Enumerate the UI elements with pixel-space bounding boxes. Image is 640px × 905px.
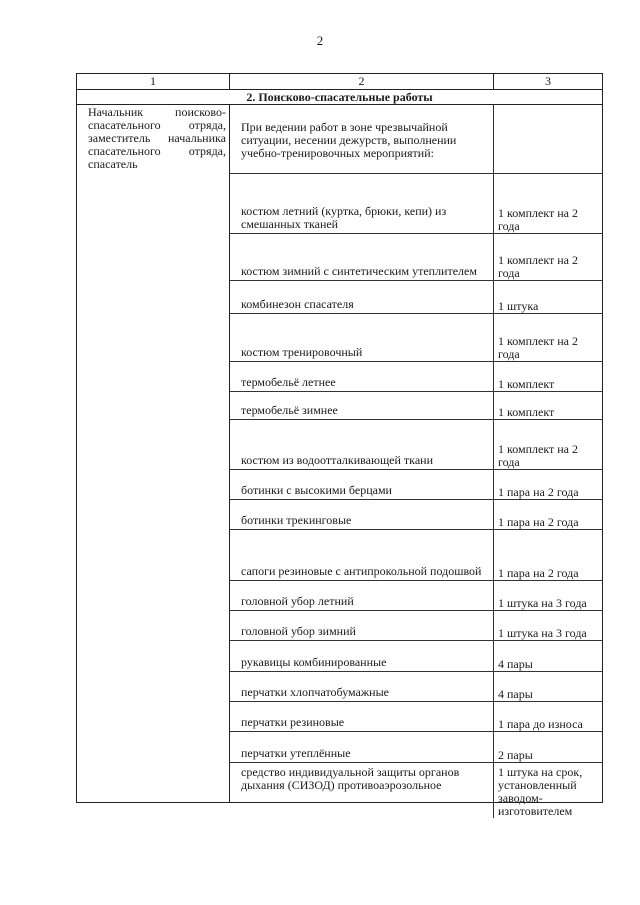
positions-cell: Начальник поисково-спасательного отряда, заместитель начальника спасательного отряда, спасатель xyxy=(77,105,230,802)
table-row xyxy=(230,611,602,641)
item-name: комбинезон спасателя xyxy=(230,281,494,313)
item-norm: 1 штука на срок, установленный заводом-изготовителем xyxy=(498,765,583,818)
item-name: перчатки утеплённые xyxy=(230,732,494,762)
table-row xyxy=(230,672,602,702)
item-name: рукавицы комбинированные xyxy=(230,641,494,671)
item-name: костюм зимний с синтетическим утеплителем xyxy=(230,234,494,280)
table-row xyxy=(230,392,602,420)
section-title: 2. Поисково-спасательные работы xyxy=(77,90,602,105)
item-name: головной убор летний xyxy=(230,581,494,610)
item-norm: 1 штука xyxy=(498,299,539,313)
item-norm: 1 пара на 2 года xyxy=(498,515,579,529)
item-name: костюм из водоотталкивающей ткани xyxy=(230,420,494,469)
item-norm: 1 комплект на 2 года xyxy=(498,206,578,233)
table-row xyxy=(230,174,602,234)
item-norm: 4 пары xyxy=(498,687,533,701)
table-row xyxy=(230,420,602,470)
item-name: костюм летний (куртка, брюки, кепи) из смешанных тканей xyxy=(230,174,494,233)
item-norm: 1 штука на 3 года xyxy=(498,626,587,640)
header-col-3: 3 xyxy=(545,74,551,88)
item-name: ботинки с высокими берцами xyxy=(230,470,494,499)
item-name: перчатки резиновые xyxy=(230,702,494,731)
item-name: термобельё летнее xyxy=(230,362,494,391)
item-name: костюм тренировочный xyxy=(230,314,494,361)
table-row xyxy=(230,470,602,500)
table-row xyxy=(230,234,602,281)
table-row xyxy=(230,314,602,362)
intro-text: При ведении работ в зоне чрезвычайной ситуации, несении дежурств, выполнении учебно-тренировочных мероприятий: xyxy=(230,105,494,173)
item-name: сапоги резиновые с антипрокольной подошвой xyxy=(230,530,494,580)
item-name: перчатки хлопчатобумажные xyxy=(230,672,494,701)
intro-norm-empty xyxy=(494,105,602,173)
item-norm: 1 комплект на 2 года xyxy=(498,253,578,280)
table-body xyxy=(77,105,602,818)
table-row xyxy=(230,281,602,314)
table-row xyxy=(230,732,602,763)
item-norm: 2 пары xyxy=(498,748,533,762)
table-row xyxy=(230,581,602,611)
item-norm: 1 комплект на 2 года xyxy=(498,334,578,361)
item-name: термобельё зимнее xyxy=(230,392,494,419)
item-norm: 1 пара до износа xyxy=(498,717,583,731)
item-norm: 1 комплект xyxy=(498,377,555,391)
item-norm: 1 комплект на 2 года xyxy=(498,442,578,469)
table-row xyxy=(230,530,602,581)
norms-table xyxy=(76,73,603,818)
item-norm: 1 комплект xyxy=(498,405,555,419)
table-row xyxy=(230,641,602,672)
item-norm: 4 пары xyxy=(498,657,533,671)
table-header-row xyxy=(77,74,602,90)
item-name: ботинки трекинговые xyxy=(230,500,494,529)
item-norm: 1 пара на 2 года xyxy=(498,566,579,580)
items-column xyxy=(230,105,602,818)
item-norm: 1 пара на 2 года xyxy=(498,485,579,499)
header-col-1: 1 xyxy=(77,74,230,89)
page-number: 2 xyxy=(316,33,324,48)
table-row xyxy=(230,702,602,732)
item-name: головной убор зимний xyxy=(230,611,494,640)
item-name: средство индивидуальной защиты органов дыхания (СИЗОД) противоаэрозольное xyxy=(230,763,494,818)
table-row xyxy=(230,362,602,392)
table-row xyxy=(230,500,602,530)
table-row xyxy=(230,763,602,818)
item-norm: 1 штука на 3 года xyxy=(498,596,587,610)
intro-row xyxy=(230,105,602,174)
header-col-2: 2 xyxy=(230,74,494,89)
